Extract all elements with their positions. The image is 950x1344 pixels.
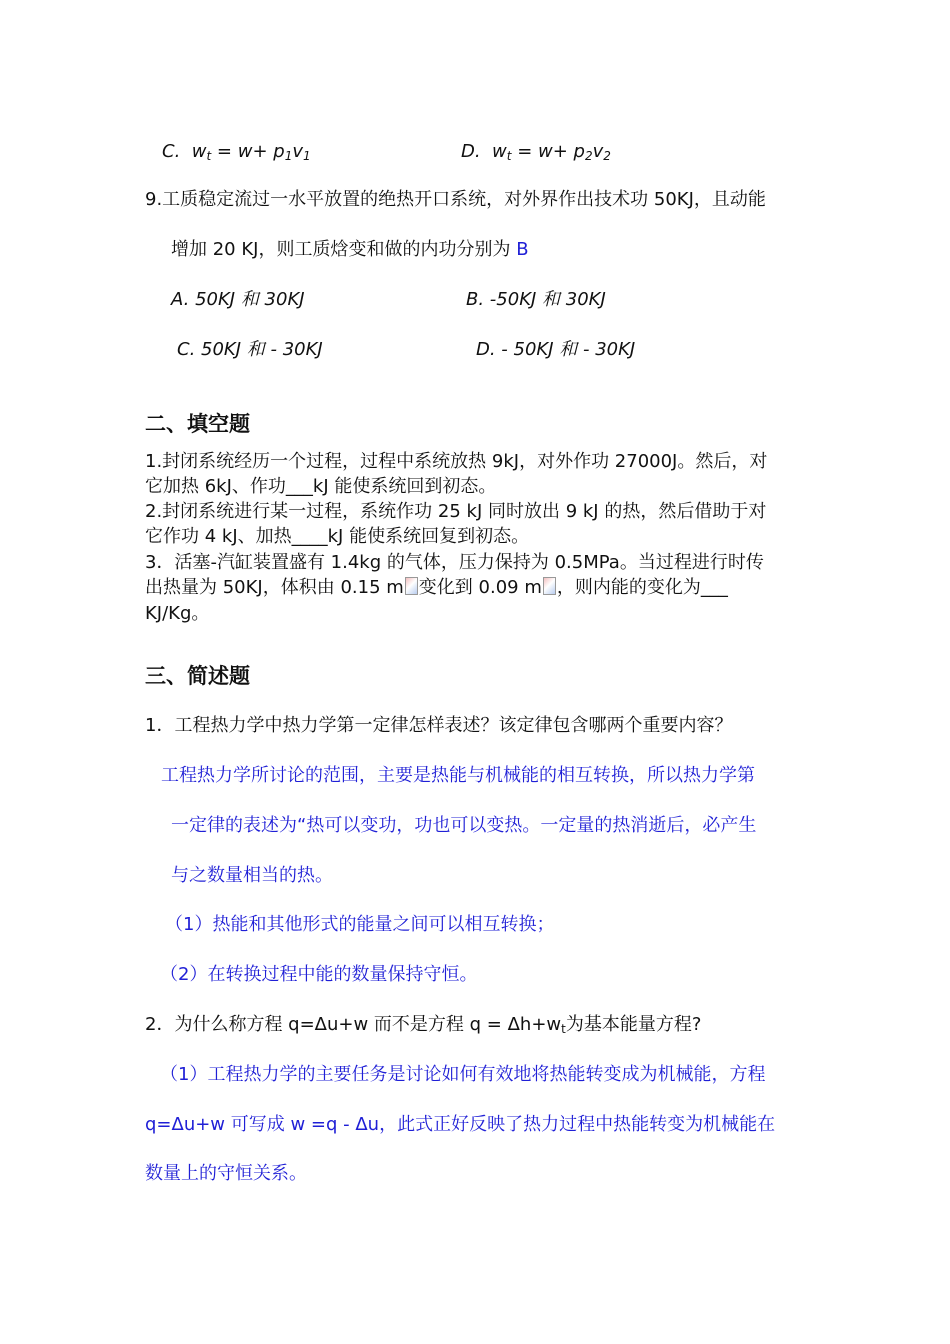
q9-option-b: B. -50KJ 和 30KJ [466,289,606,310]
short-a1-point-1: （1）热能和其他形式的能量之间可以相互转换； [165,914,555,935]
q9-option-d: D. - 50KJ 和 - 30KJ [476,339,636,360]
q9-line-1: 9.工质稳定流过一水平放置的绝热开口系统，对外界作出技术功 50KJ，且动能 [145,189,766,210]
short-q1: 1．工程热力学中热力学第一定律怎样表述？该定律包含哪两个重要内容？ [145,715,733,736]
short-a2-line-3: 数量上的守恒关系。 [145,1163,307,1184]
broken-image-icon [543,577,556,595]
q9-line-2-text: 增加 20 KJ，则工质焓变和做的内功分别为 [171,239,517,260]
short-q2-sub: t [561,1022,566,1036]
q8-option-d-label: D. [461,141,481,162]
broken-image-icon [405,577,418,595]
fill-q2-line-2: 它作功 4 kJ、加热____kJ 能使系统回复到初态。 [145,526,530,547]
short-a2-line-1: （1）工程热力学的主要任务是讨论如何有效地将热能转变成为机械能，方程 [160,1064,766,1085]
fill-q3-line-2b: 变化到 0.09 m [418,577,542,598]
fill-q1-line-2: 它加热 6kJ、作功___kJ 能使系统回到初态。 [145,476,497,497]
q9-option-c: C. 50KJ 和 - 30KJ [177,339,323,360]
q8-option-c-v: v [292,141,303,162]
q8-option-d-rest: = w+ p [511,141,585,162]
q8-option-d [461,140,611,168]
q9-line-2 [171,238,529,262]
fill-q3-line-2c: ，则内能的变化为___ [556,577,728,598]
q8-option-c-label: C. [162,141,181,162]
short-a1-point-2: （2）在转换过程中能的数量保持守恒。 [160,964,478,985]
short-a2-line-2: q=Δu+w 可写成 w =q - Δu，此式正好反映了热力过程中热能转变为机械能在 [145,1114,776,1135]
fill-q2-line-1: 2.封闭系统进行某一过程，系统作功 25 kJ 同时放出 9 kJ 的热，然后借助于对 [145,501,767,522]
short-section-heading: 三、简述题 [145,664,250,688]
q9-option-a: A. 50KJ 和 30KJ [171,289,305,310]
short-a1-line-2: 一定律的表述为“热可以变功，功也可以变热。一定量的热消逝后，必产生 [171,815,757,836]
fill-q3-line-2 [145,576,728,600]
q8-option-c [162,140,311,168]
q8-option-c-w-sub: t [206,149,212,163]
fill-q3-line-3: KJ/Kg。 [145,603,210,624]
q8-option-c-p-sub: 1 [284,149,293,163]
fill-section-heading: 二、填空题 [145,412,250,436]
q8-option-d-v-sub: 2 [603,149,611,163]
q8-option-d-p-sub: 2 [584,149,593,163]
short-q2 [145,1013,701,1041]
short-q2-text-a: 2．为什么称方程 q=Δu+w 而不是方程 q = Δh+w [145,1014,562,1035]
short-q2-text-b: 为基本能量方程? [565,1014,702,1035]
fill-q3-line-1: 3．活塞-汽缸装置盛有 1.4kg 的气体，压力保持为 0.5MPa。当过程进行时传 [145,552,764,573]
fill-q3-line-2a: 出热量为 50KJ，体积由 0.15 m [145,577,404,598]
q9-answer: B [516,239,529,260]
q8-option-c-rest: = w+ p [211,141,285,162]
short-a1-line-3: 与之数量相当的热。 [171,865,333,886]
q8-option-c-v-sub: 1 [302,149,311,163]
q8-option-d-w: w [492,141,507,162]
q8-option-c-w: w [191,141,207,162]
q8-option-d-w-sub: t [506,149,512,163]
fill-q1-line-1: 1.封闭系统经历一个过程，过程中系统放热 9kJ，对外作功 27000J。然后，对 [145,451,768,472]
short-a1-line-1: 工程热力学所讨论的范围，主要是热能与机械能的相互转换，所以热力学第 [161,765,755,786]
q8-option-d-v: v [592,141,604,162]
